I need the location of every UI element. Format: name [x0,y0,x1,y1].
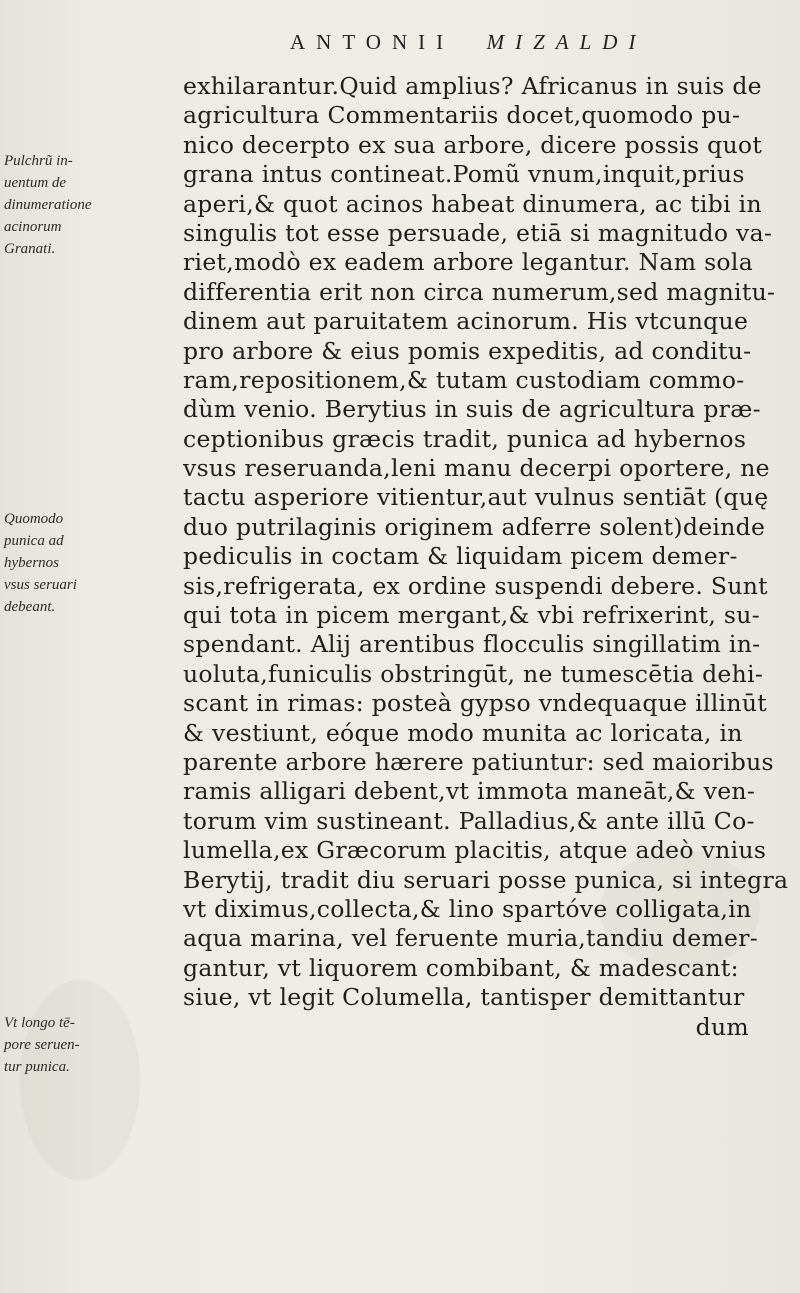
running-header [290,30,750,55]
text-line: uoluta,funiculis obstringūt, ne tumescētia dehi- [183,659,764,688]
text-line: dinem aut paruitatem acinorum. His vtcunque [183,307,749,336]
margin-note: Pulchrũ in- uentum de dinumeratione acinorum Granati. [4,153,92,257]
text-line: singulis tot esse persuade, etiā si magnitudo va- [183,218,773,247]
text-line: agricultura Commentariis docet,quomodo pu- [183,101,741,130]
text-line: duo putrilaginis originem adferre solent)deinde [183,512,766,541]
text-line: nico decerpto ex sua arbore, dicere possis quot [183,130,763,159]
text-line: gantur, vt liquorem combibant, & madescant: [183,953,739,982]
margin-note: Quomodo punica ad hybernos vsus seruari debeant. [4,511,77,615]
text-line: ceptionibus græcis tradit, punica ad hybernos [183,424,747,453]
text-line: ramis alligari debent,vt immota maneāt,& ven- [183,777,756,806]
text-line: vsus reseruanda,leni manu decerpi oportere, ne [183,454,770,483]
text-line: exhilarantur.Quid amplius? Africanus in suis de [183,72,762,100]
text-line: parente arbore hærere patiuntur: sed maioribus [183,747,774,776]
text-line: aperi,& quot acinos habeat dinumera, ac tibi in [183,189,762,218]
paper-stain [20,980,140,1180]
header-author-first: ANTONII [290,30,455,54]
text-line: vt diximus,collecta,& lino spartóve colligata,in [183,894,752,923]
text-line: pro arbore & eius pomis expeditis, ad conditu- [183,336,752,365]
text-line: riet,modò ex eadem arbore legantur. Nam sola [183,248,754,277]
text-line: torum vim sustineant. Palladius,& ante illū Co- [183,806,755,835]
header-author-last: MIZALDI [486,30,647,54]
text-line: dùm venio. Berytius in suis de agricultura præ- [183,395,761,424]
text-line: ram,repositionem,& tutam custodiam commo- [183,365,745,394]
text-line: siue, vt legit Columella, tantisper demittantur [183,983,745,1012]
text-line: scant in rimas: posteà gypso vndequaque illinūt [183,689,767,718]
text-line: & vestiunt, eóque modo munita ac loricata, in [183,718,743,747]
text-line: sis,refrigerata, ex ordine suspendi debere. Sunt [183,571,768,600]
text-line: grana intus contineat.Pomũ vnum,inquit,prius [183,160,745,189]
text-line: Berytij, tradit diu seruari posse punica, si integra [183,865,789,894]
text-line: lumella,ex Græcorum placitis, atque adeò vnius [183,836,767,865]
text-line: spendant. Alij arentibus flocculis singillatim in- [183,630,761,659]
catchword: dum [695,1012,749,1041]
main-text-block [183,72,789,1042]
text-line: qui tota in picem mergant,& vbi refrixerint, su- [183,601,760,630]
text-line: aqua marina, vel feruente muria,tandiu demer- [183,924,759,953]
text-line: differentia erit non circa numerum,sed magnitu- [183,277,776,306]
text-line: pediculis in coctam & liquidam picem demer- [183,542,738,571]
text-line: tactu asperiore vitientur,aut vulnus sentiāt (quę [183,483,769,512]
margin-note: Vt longo tē- pore seruen- tur punica. [4,1015,80,1075]
